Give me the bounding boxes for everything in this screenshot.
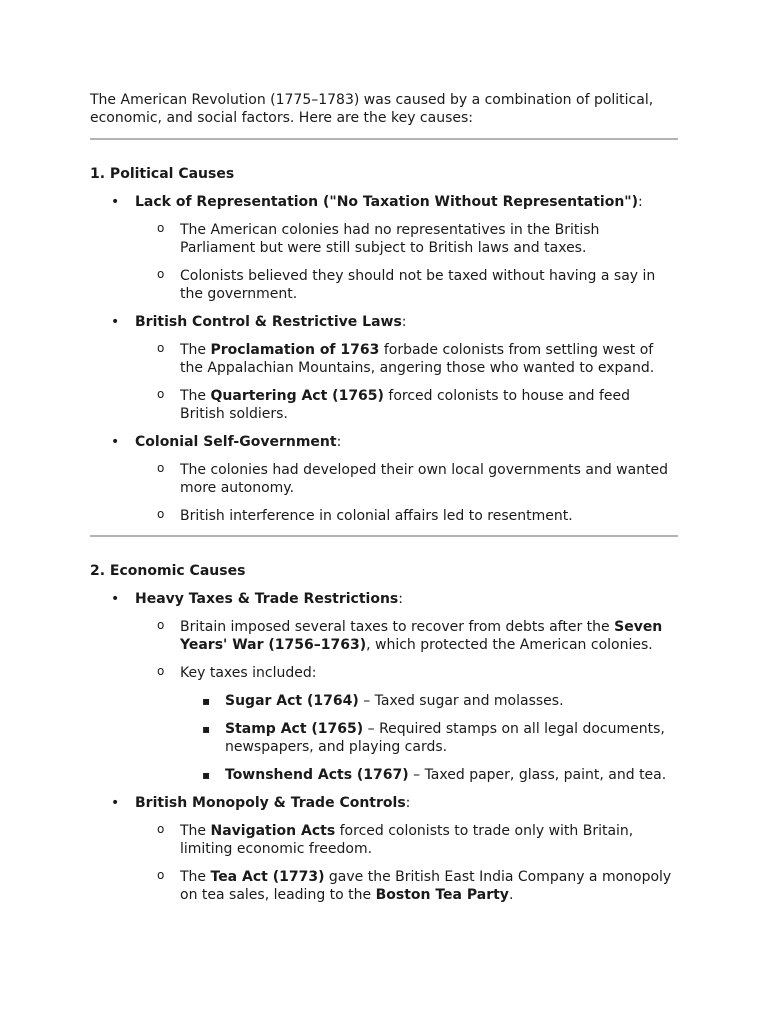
square-bullet-icon: ▪ [202,768,211,782]
section-title-political: 1. Political Causes [90,166,235,182]
political-causes-list [90,193,678,525]
item-heading: Heavy Taxes & Trade Restrictions [135,591,399,607]
list-item: • Heavy Taxes & Trade Restrictions: o Britain imposed several taxes to recover from debts after the Seven Years' War (1756–1763), which protected the American colonies. o Key taxes included: ▪ Sugar Act (1764) – Taxed sugar and molasses. ▪ Stamp Act (1765) – Required stamps on all legal documents, newspapers, and playing cards. ▪ Townshend Acts (1767) – Taxed paper, glass, paint, and tea. [90,590,678,784]
disc-bullet-icon: • [111,314,120,330]
item-heading: Lack of Representation ("No Taxation Without Representation") [135,194,638,210]
list-item: ▪ Townshend Acts (1767) – Taxed paper, glass, paint, and tea. [202,767,667,783]
circle-bullet-icon: o [157,507,165,521]
disc-bullet-icon: • [111,591,120,607]
list-item: • Colonial Self-Government: o The colonies had developed their own local governments and wanted more autonomy. o British interference in colonial affairs led to resentment. [90,433,678,525]
list-item: o The colonies had developed their own local governments and wanted more autonomy. [157,461,669,496]
circle-bullet-icon: o [157,664,165,678]
section-title-economic: 2. Economic Causes [90,563,246,579]
intro-paragraph: The American Revolution (1775–1783) was caused by a combination of political, economic, and social factors. Here are the key causes: [90,92,654,126]
list-item: • British Control & Restrictive Laws: o The Proclamation of 1763 forbade colonists from settling west of the Appalachian Mountains, angering those who wanted to expand. o The Quartering Act (1765) forced colonists to house and feed British soldiers. [90,313,678,423]
item-heading: British Monopoly & Trade Controls [135,795,406,811]
item-heading: Colonial Self-Government [135,434,337,450]
circle-bullet-icon: o [157,267,165,281]
economic-causes-list [90,590,678,904]
circle-bullet-icon: o [157,868,165,882]
list-item: ▪ Sugar Act (1764) – Taxed sugar and molasses. [202,693,564,709]
circle-bullet-icon: o [157,341,165,355]
square-bullet-icon: ▪ [202,722,211,736]
list-item: • Lack of Representation ("No Taxation Without Representation"): o The American colonies had no representatives in the British Parliament but were still subject to British laws and taxes. o Colonists believed they should not be taxed without having a say in the government. [90,193,678,303]
list-item: o The American colonies had no representatives in the British Parliament but were still subject to British laws and taxes. [157,221,600,256]
circle-bullet-icon: o [157,387,165,401]
list-item: ▪ Stamp Act (1765) – Required stamps on all legal documents, newspapers, and playing cards. [202,721,665,755]
circle-bullet-icon: o [157,822,165,836]
list-item: o Britain imposed several taxes to recover from debts after the Seven Years' War (1756–1763), which protected the American colonies. [157,618,663,653]
square-bullet-icon: ▪ [202,694,211,708]
list-item: o British interference in colonial affairs led to resentment. [157,507,573,524]
list-item: o The Navigation Acts forced colonists to trade only with Britain, limiting economic freedom. [157,822,634,857]
circle-bullet-icon: o [157,618,165,632]
list-item: o The Proclamation of 1763 forbade colonists from settling west of the Appalachian Mountains, angering those who wanted to expand. [157,341,655,376]
disc-bullet-icon: • [111,795,120,811]
section-divider [90,535,678,537]
disc-bullet-icon: • [111,194,120,210]
circle-bullet-icon: o [157,461,165,475]
list-item: o The Tea Act (1773) gave the British East India Company a monopoly on tea sales, leading to the Boston Tea Party. [157,868,672,903]
list-item: • British Monopoly & Trade Controls: o The Navigation Acts forced colonists to trade only with Britain, limiting economic freedom. o The Tea Act (1773) gave the British East India Company a monopoly on tea sales, leading to the Boston Tea Party. [90,794,678,904]
list-item: o The Quartering Act (1765) forced colonists to house and feed British soldiers. [157,387,630,422]
list-item: o Colonists believed they should not be taxed without having a say in the government. [157,267,656,302]
section-divider [90,138,678,140]
item-heading: British Control & Restrictive Laws [135,314,402,330]
disc-bullet-icon: • [111,434,120,450]
circle-bullet-icon: o [157,221,165,235]
list-item: o Key taxes included: ▪ Sugar Act (1764) – Taxed sugar and molasses. ▪ Stamp Act (1765) – Required stamps on all legal documents, newspapers, and playing cards. ▪ Townshend Acts (1767) – Taxed paper, glass, paint, and tea. [135,664,678,784]
